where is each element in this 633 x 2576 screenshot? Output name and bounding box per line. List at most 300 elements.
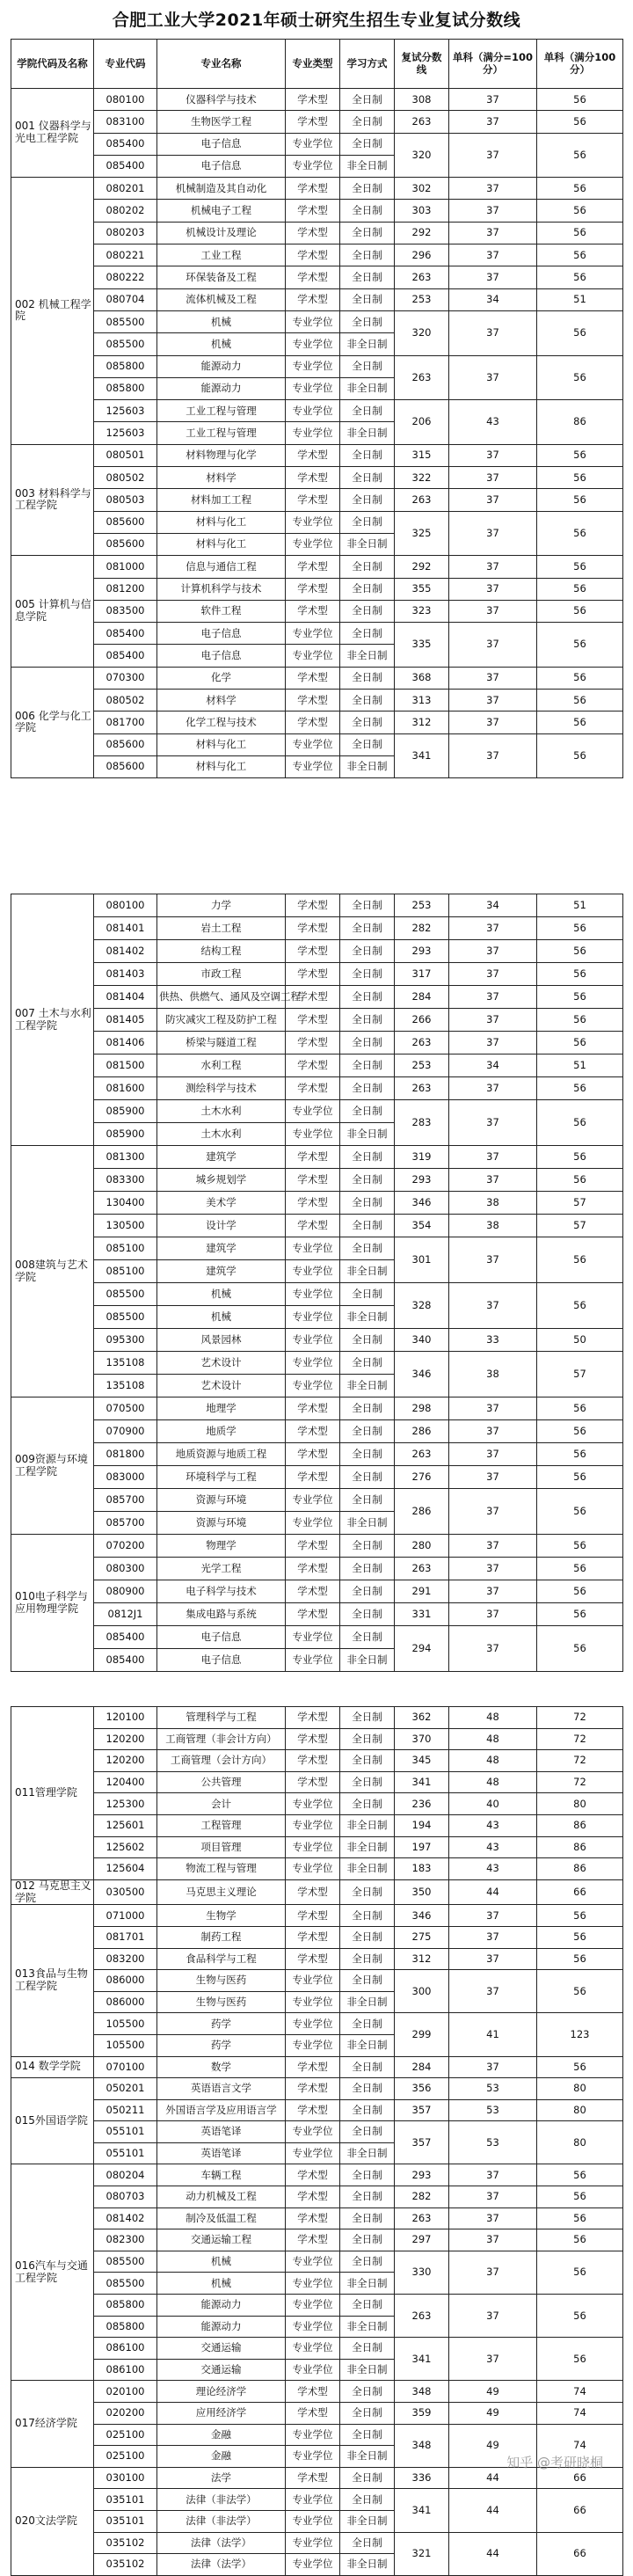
single-subject-100: 37 xyxy=(449,986,537,1009)
major-type: 学术型 xyxy=(286,89,340,111)
major-code: 085100 xyxy=(94,1237,157,1260)
retest-score: 320 xyxy=(395,310,449,355)
study-mode: 全日制 xyxy=(340,578,395,600)
major-type: 专业学位 xyxy=(286,645,340,667)
retest-score: 319 xyxy=(395,1146,449,1169)
table-row xyxy=(11,1793,623,1815)
major-name: 公共管理 xyxy=(157,1771,286,1793)
major-type: 专业学位 xyxy=(286,623,340,645)
single-subject-100: 37 xyxy=(449,244,537,266)
retest-score: 348 xyxy=(395,2424,449,2467)
single-subject-100: 37 xyxy=(449,1100,537,1146)
single-subject-100: 44 xyxy=(449,1879,537,1905)
table-row xyxy=(11,1054,623,1077)
major-type: 专业学位 xyxy=(286,310,340,332)
study-mode: 全日制 xyxy=(340,2467,395,2489)
major-code: 081402 xyxy=(94,940,157,963)
major-type: 专业学位 xyxy=(286,1836,340,1858)
major-code: 081403 xyxy=(94,963,157,986)
major-code: 125601 xyxy=(94,1814,157,1836)
single-subject-150: 56 xyxy=(537,667,623,689)
major-name: 机械制造及其自动化 xyxy=(157,178,286,200)
single-subject-100: 37 xyxy=(449,467,537,489)
table-row xyxy=(11,2121,623,2143)
study-mode: 全日制 xyxy=(340,266,395,288)
major-type: 专业学位 xyxy=(286,1100,340,1123)
major-type: 学术型 xyxy=(286,200,340,222)
study-mode: 全日制 xyxy=(340,2251,395,2273)
major-code: 080501 xyxy=(94,444,157,466)
single-subject-100: 37 xyxy=(449,2186,537,2208)
major-name: 岩土工程 xyxy=(157,917,286,940)
table-row xyxy=(11,2229,623,2251)
retest-score: 322 xyxy=(395,467,449,489)
single-subject-150: 80 xyxy=(537,2099,623,2121)
single-subject-150: 50 xyxy=(537,1329,623,1352)
major-name: 市政工程 xyxy=(157,963,286,986)
single-subject-100: 37 xyxy=(449,1077,537,1100)
single-subject-100: 43 xyxy=(449,1814,537,1836)
retest-score: 302 xyxy=(395,178,449,200)
table-row xyxy=(11,1443,623,1466)
major-name: 材料与化工 xyxy=(157,533,286,555)
table-row xyxy=(11,1580,623,1603)
study-mode: 全日制 xyxy=(340,2121,395,2143)
major-code: 030100 xyxy=(94,2467,157,2489)
table-row xyxy=(11,2381,623,2403)
retest-score: 331 xyxy=(395,1603,449,1626)
retest-score: 370 xyxy=(395,1728,449,1750)
major-type: 专业学位 xyxy=(286,2554,340,2576)
table-row xyxy=(11,178,623,200)
study-mode: 全日制 xyxy=(340,511,395,533)
major-name: 法律（非法学） xyxy=(157,2489,286,2511)
retest-score: 280 xyxy=(395,1535,449,1558)
major-name: 英语笔译 xyxy=(157,2121,286,2143)
table-row xyxy=(11,2424,623,2446)
study-mode: 非全日制 xyxy=(340,2554,395,2576)
study-mode: 全日制 xyxy=(340,2207,395,2229)
major-name: 地质学 xyxy=(157,1420,286,1443)
single-subject-150: 51 xyxy=(537,1054,623,1077)
major-type: 学术型 xyxy=(286,111,340,133)
single-subject-150: 56 xyxy=(537,1466,623,1489)
retest-score: 293 xyxy=(395,940,449,963)
table-row xyxy=(11,1077,623,1100)
retest-score: 341 xyxy=(395,733,449,778)
retest-score: 355 xyxy=(395,578,449,600)
major-code: 081800 xyxy=(94,1443,157,1466)
major-name: 法律（非法学） xyxy=(157,2510,286,2532)
study-mode: 全日制 xyxy=(340,2532,395,2554)
table-row xyxy=(11,2056,623,2078)
single-subject-100: 37 xyxy=(449,2295,537,2338)
retest-score: 320 xyxy=(395,133,449,178)
retest-score: 263 xyxy=(395,1443,449,1466)
single-subject-150: 56 xyxy=(537,578,623,600)
study-mode: 全日制 xyxy=(340,1466,395,1489)
major-type: 专业学位 xyxy=(286,2489,340,2511)
major-code: 086100 xyxy=(94,2359,157,2381)
major-name: 地理学 xyxy=(157,1397,286,1420)
table-row xyxy=(11,89,623,111)
major-type: 学术型 xyxy=(286,1707,340,1729)
major-code: 080704 xyxy=(94,288,157,310)
single-subject-150: 56 xyxy=(537,1100,623,1146)
table-row xyxy=(11,1032,623,1054)
retest-score: 284 xyxy=(395,2056,449,2078)
major-name: 设计学 xyxy=(157,1215,286,1237)
major-code: 080201 xyxy=(94,178,157,200)
score-table-section xyxy=(11,894,623,1672)
major-type: 学术型 xyxy=(286,1926,340,1948)
study-mode: 全日制 xyxy=(340,178,395,200)
study-mode: 非全日制 xyxy=(340,1649,395,1672)
retest-score: 293 xyxy=(395,1169,449,1192)
table-row xyxy=(11,1100,623,1123)
single-subject-150: 56 xyxy=(537,1626,623,1672)
major-name: 美术学 xyxy=(157,1192,286,1215)
college-name: 001 仪器科学与光电工程学院 xyxy=(11,89,94,178)
study-mode: 全日制 xyxy=(340,2056,395,2078)
study-mode: 全日制 xyxy=(340,1626,395,1649)
major-name: 英语语言文学 xyxy=(157,2078,286,2100)
table-row xyxy=(11,1879,623,1905)
retest-score: 284 xyxy=(395,986,449,1009)
major-type: 学术型 xyxy=(286,1169,340,1192)
retest-score: 313 xyxy=(395,690,449,712)
single-subject-100: 37 xyxy=(449,1032,537,1054)
table-row xyxy=(11,400,623,422)
retest-score: 263 xyxy=(395,111,449,133)
study-mode: 全日制 xyxy=(340,712,395,733)
column-header: 专业名称 xyxy=(157,40,286,89)
study-mode: 全日制 xyxy=(340,2381,395,2403)
major-code: 080703 xyxy=(94,2186,157,2208)
major-type: 专业学位 xyxy=(286,400,340,422)
major-type: 学术型 xyxy=(286,1603,340,1626)
major-type: 学术型 xyxy=(286,266,340,288)
major-type: 专业学位 xyxy=(286,533,340,555)
major-name: 流体机械及工程 xyxy=(157,288,286,310)
retest-score: 292 xyxy=(395,556,449,578)
retest-score: 348 xyxy=(395,2381,449,2403)
retest-score: 350 xyxy=(395,1879,449,1905)
study-mode: 非全日制 xyxy=(340,2316,395,2338)
single-subject-100: 37 xyxy=(449,2229,537,2251)
retest-score: 263 xyxy=(395,1558,449,1580)
major-type: 专业学位 xyxy=(286,1375,340,1397)
study-mode: 全日制 xyxy=(340,489,395,511)
retest-score: 315 xyxy=(395,444,449,466)
single-subject-150: 86 xyxy=(537,1836,623,1858)
major-name: 工业工程与管理 xyxy=(157,422,286,444)
table-row xyxy=(11,1603,623,1626)
major-name: 药学 xyxy=(157,2013,286,2035)
single-subject-150: 72 xyxy=(537,1771,623,1793)
major-code: 085400 xyxy=(94,1626,157,1649)
retest-score: 194 xyxy=(395,1814,449,1836)
study-mode: 全日制 xyxy=(340,2424,395,2446)
study-mode: 全日制 xyxy=(340,1707,395,1729)
single-subject-100: 48 xyxy=(449,1707,537,1729)
major-name: 机械 xyxy=(157,1306,286,1329)
study-mode: 全日制 xyxy=(340,733,395,755)
single-subject-100: 43 xyxy=(449,400,537,445)
single-subject-100: 37 xyxy=(449,178,537,200)
table-row xyxy=(11,222,623,244)
study-mode: 全日制 xyxy=(340,1009,395,1032)
retest-score: 356 xyxy=(395,2078,449,2100)
major-name: 集成电路与系统 xyxy=(157,1603,286,1626)
major-name: 艺术设计 xyxy=(157,1375,286,1397)
single-subject-150: 56 xyxy=(537,310,623,355)
column-header: 复试分数线 xyxy=(395,40,449,89)
table-row xyxy=(11,894,623,917)
major-type: 学术型 xyxy=(286,244,340,266)
major-code: 125603 xyxy=(94,400,157,422)
major-code: 083200 xyxy=(94,1948,157,1970)
major-name: 化学 xyxy=(157,667,286,689)
single-subject-100: 37 xyxy=(449,1948,537,1970)
single-subject-100: 37 xyxy=(449,355,537,400)
single-subject-150: 56 xyxy=(537,1077,623,1100)
study-mode: 全日制 xyxy=(340,1192,395,1215)
study-mode: 全日制 xyxy=(340,1750,395,1772)
major-name: 防灾减灾工程及防护工程 xyxy=(157,1009,286,1032)
major-code: 085400 xyxy=(94,623,157,645)
study-mode: 非全日制 xyxy=(340,1123,395,1146)
major-type: 学术型 xyxy=(286,2229,340,2251)
table-row xyxy=(11,310,623,332)
college-name: 020文法学院 xyxy=(11,2467,94,2575)
college-name: 005 计算机与信息学院 xyxy=(11,556,94,667)
major-code: 085900 xyxy=(94,1100,157,1123)
single-subject-150: 56 xyxy=(537,222,623,244)
single-subject-150: 51 xyxy=(537,894,623,917)
table-row xyxy=(11,1420,623,1443)
major-code: 120100 xyxy=(94,1707,157,1729)
study-mode: 非全日制 xyxy=(340,1814,395,1836)
single-subject-150: 56 xyxy=(537,1146,623,1169)
major-type: 专业学位 xyxy=(286,755,340,777)
table-row xyxy=(11,133,623,155)
single-subject-100: 37 xyxy=(449,310,537,355)
major-name: 电子信息 xyxy=(157,1626,286,1649)
major-code: 080221 xyxy=(94,244,157,266)
major-name: 电子信息 xyxy=(157,155,286,177)
retest-score: 341 xyxy=(395,2338,449,2381)
major-code: 083000 xyxy=(94,1466,157,1489)
study-mode: 非全日制 xyxy=(340,1858,395,1880)
college-name: 009资源与环境工程学院 xyxy=(11,1397,94,1535)
major-name: 电子信息 xyxy=(157,645,286,667)
single-subject-150: 56 xyxy=(537,89,623,111)
single-subject-150: 56 xyxy=(537,556,623,578)
single-subject-150: 57 xyxy=(537,1352,623,1397)
major-name: 机械电子工程 xyxy=(157,200,286,222)
retest-score: 357 xyxy=(395,2099,449,2121)
major-type: 专业学位 xyxy=(286,2316,340,2338)
retest-score: 296 xyxy=(395,244,449,266)
study-mode: 非全日制 xyxy=(340,1306,395,1329)
major-type: 专业学位 xyxy=(286,1306,340,1329)
single-subject-150: 74 xyxy=(537,2381,623,2403)
study-mode: 全日制 xyxy=(340,244,395,266)
major-name: 应用经济学 xyxy=(157,2403,286,2425)
study-mode: 非全日制 xyxy=(340,155,395,177)
table-header-row xyxy=(11,40,623,89)
single-subject-150: 56 xyxy=(537,1489,623,1535)
major-type: 学术型 xyxy=(286,1771,340,1793)
table-row xyxy=(11,917,623,940)
major-code: 081406 xyxy=(94,1032,157,1054)
major-code: 081700 xyxy=(94,712,157,733)
single-subject-100: 37 xyxy=(449,2164,537,2186)
major-code: 080900 xyxy=(94,1580,157,1603)
major-name: 机械 xyxy=(157,2251,286,2273)
study-mode: 全日制 xyxy=(340,2229,395,2251)
table-row xyxy=(11,1750,623,1772)
single-subject-150: 57 xyxy=(537,1192,623,1215)
column-header: 专业类型 xyxy=(286,40,340,89)
major-code: 070300 xyxy=(94,667,157,689)
major-type: 学术型 xyxy=(286,1535,340,1558)
study-mode: 非全日制 xyxy=(340,2273,395,2295)
retest-score: 263 xyxy=(395,1077,449,1100)
major-code: 081600 xyxy=(94,1077,157,1100)
study-mode: 全日制 xyxy=(340,1603,395,1626)
retest-score: 183 xyxy=(395,1858,449,1880)
retest-score: 292 xyxy=(395,222,449,244)
single-subject-150: 123 xyxy=(537,2013,623,2056)
single-subject-150: 56 xyxy=(537,467,623,489)
retest-score: 346 xyxy=(395,1192,449,1215)
column-header: 专业代码 xyxy=(94,40,157,89)
study-mode: 全日制 xyxy=(340,940,395,963)
single-subject-150: 56 xyxy=(537,986,623,1009)
retest-score: 253 xyxy=(395,288,449,310)
major-type: 学术型 xyxy=(286,1054,340,1077)
single-subject-150: 56 xyxy=(537,1926,623,1948)
major-type: 专业学位 xyxy=(286,377,340,399)
major-name: 数学 xyxy=(157,2056,286,2078)
major-code: 085500 xyxy=(94,2273,157,2295)
major-name: 供热、供燃气、通风及空调工程 xyxy=(157,986,286,1009)
major-type: 学术型 xyxy=(286,1009,340,1032)
single-subject-100: 49 xyxy=(449,2381,537,2403)
study-mode: 非全日制 xyxy=(340,333,395,355)
single-subject-100: 37 xyxy=(449,2251,537,2294)
major-code: 085500 xyxy=(94,1283,157,1306)
major-type: 专业学位 xyxy=(286,1260,340,1283)
single-subject-150: 56 xyxy=(537,1535,623,1558)
major-type: 学术型 xyxy=(286,917,340,940)
single-subject-100: 53 xyxy=(449,2121,537,2164)
table-row xyxy=(11,1397,623,1420)
retest-score: 323 xyxy=(395,600,449,622)
retest-score: 236 xyxy=(395,1793,449,1815)
single-subject-150: 56 xyxy=(537,690,623,712)
study-mode: 非全日制 xyxy=(340,2142,395,2164)
major-name: 结构工程 xyxy=(157,940,286,963)
table-row xyxy=(11,963,623,986)
table-row xyxy=(11,1489,623,1512)
major-type: 学术型 xyxy=(286,489,340,511)
major-type: 学术型 xyxy=(286,2078,340,2100)
major-name: 生物与医药 xyxy=(157,1991,286,2013)
major-name: 机械 xyxy=(157,1283,286,1306)
major-code: 105500 xyxy=(94,2034,157,2056)
study-mode: 全日制 xyxy=(340,1905,395,1927)
study-mode: 非全日制 xyxy=(340,2510,395,2532)
retest-score: 291 xyxy=(395,1580,449,1603)
single-subject-150: 56 xyxy=(537,444,623,466)
major-code: 085400 xyxy=(94,155,157,177)
major-name: 外国语言学及应用语言学 xyxy=(157,2099,286,2121)
single-subject-100: 37 xyxy=(449,511,537,556)
study-mode: 全日制 xyxy=(340,1237,395,1260)
major-code: 085800 xyxy=(94,355,157,377)
college-name: 008建筑与艺术学院 xyxy=(11,1146,94,1397)
major-code: 070100 xyxy=(94,2056,157,2078)
major-type: 学术型 xyxy=(286,940,340,963)
major-name: 材料与化工 xyxy=(157,511,286,533)
study-mode: 全日制 xyxy=(340,2164,395,2186)
single-subject-150: 56 xyxy=(537,733,623,778)
major-name: 机械 xyxy=(157,2273,286,2295)
major-type: 学术型 xyxy=(286,1558,340,1580)
single-subject-150: 56 xyxy=(537,1580,623,1603)
single-subject-100: 53 xyxy=(449,2078,537,2100)
major-type: 学术型 xyxy=(286,690,340,712)
table-row xyxy=(11,733,623,755)
retest-score: 368 xyxy=(395,667,449,689)
single-subject-100: 48 xyxy=(449,1771,537,1793)
major-type: 学术型 xyxy=(286,1580,340,1603)
major-code: 080204 xyxy=(94,2164,157,2186)
major-type: 专业学位 xyxy=(286,1649,340,1672)
single-subject-100: 37 xyxy=(449,1626,537,1672)
major-type: 学术型 xyxy=(286,578,340,600)
retest-score: 362 xyxy=(395,1707,449,1729)
single-subject-150: 56 xyxy=(537,712,623,733)
major-type: 学术型 xyxy=(286,1420,340,1443)
retest-score: 301 xyxy=(395,1237,449,1283)
single-subject-150: 56 xyxy=(537,489,623,511)
single-subject-150: 56 xyxy=(537,1443,623,1466)
retest-score: 297 xyxy=(395,2229,449,2251)
major-type: 专业学位 xyxy=(286,733,340,755)
major-type: 学术型 xyxy=(286,1146,340,1169)
major-code: 085500 xyxy=(94,1306,157,1329)
table-row xyxy=(11,1466,623,1489)
table-row xyxy=(11,489,623,511)
major-code: 025100 xyxy=(94,2424,157,2446)
retest-score: 341 xyxy=(395,2489,449,2532)
major-type: 专业学位 xyxy=(286,2121,340,2143)
single-subject-150: 56 xyxy=(537,1283,623,1329)
major-code: 120200 xyxy=(94,1750,157,1772)
major-type: 学术型 xyxy=(286,1750,340,1772)
single-subject-150: 56 xyxy=(537,2207,623,2229)
major-name: 水利工程 xyxy=(157,1054,286,1077)
college-name: 006 化学与化工学院 xyxy=(11,667,94,777)
major-type: 学术型 xyxy=(286,986,340,1009)
major-type: 专业学位 xyxy=(286,1814,340,1836)
major-code: 085900 xyxy=(94,1123,157,1146)
major-code: 085400 xyxy=(94,1649,157,1672)
